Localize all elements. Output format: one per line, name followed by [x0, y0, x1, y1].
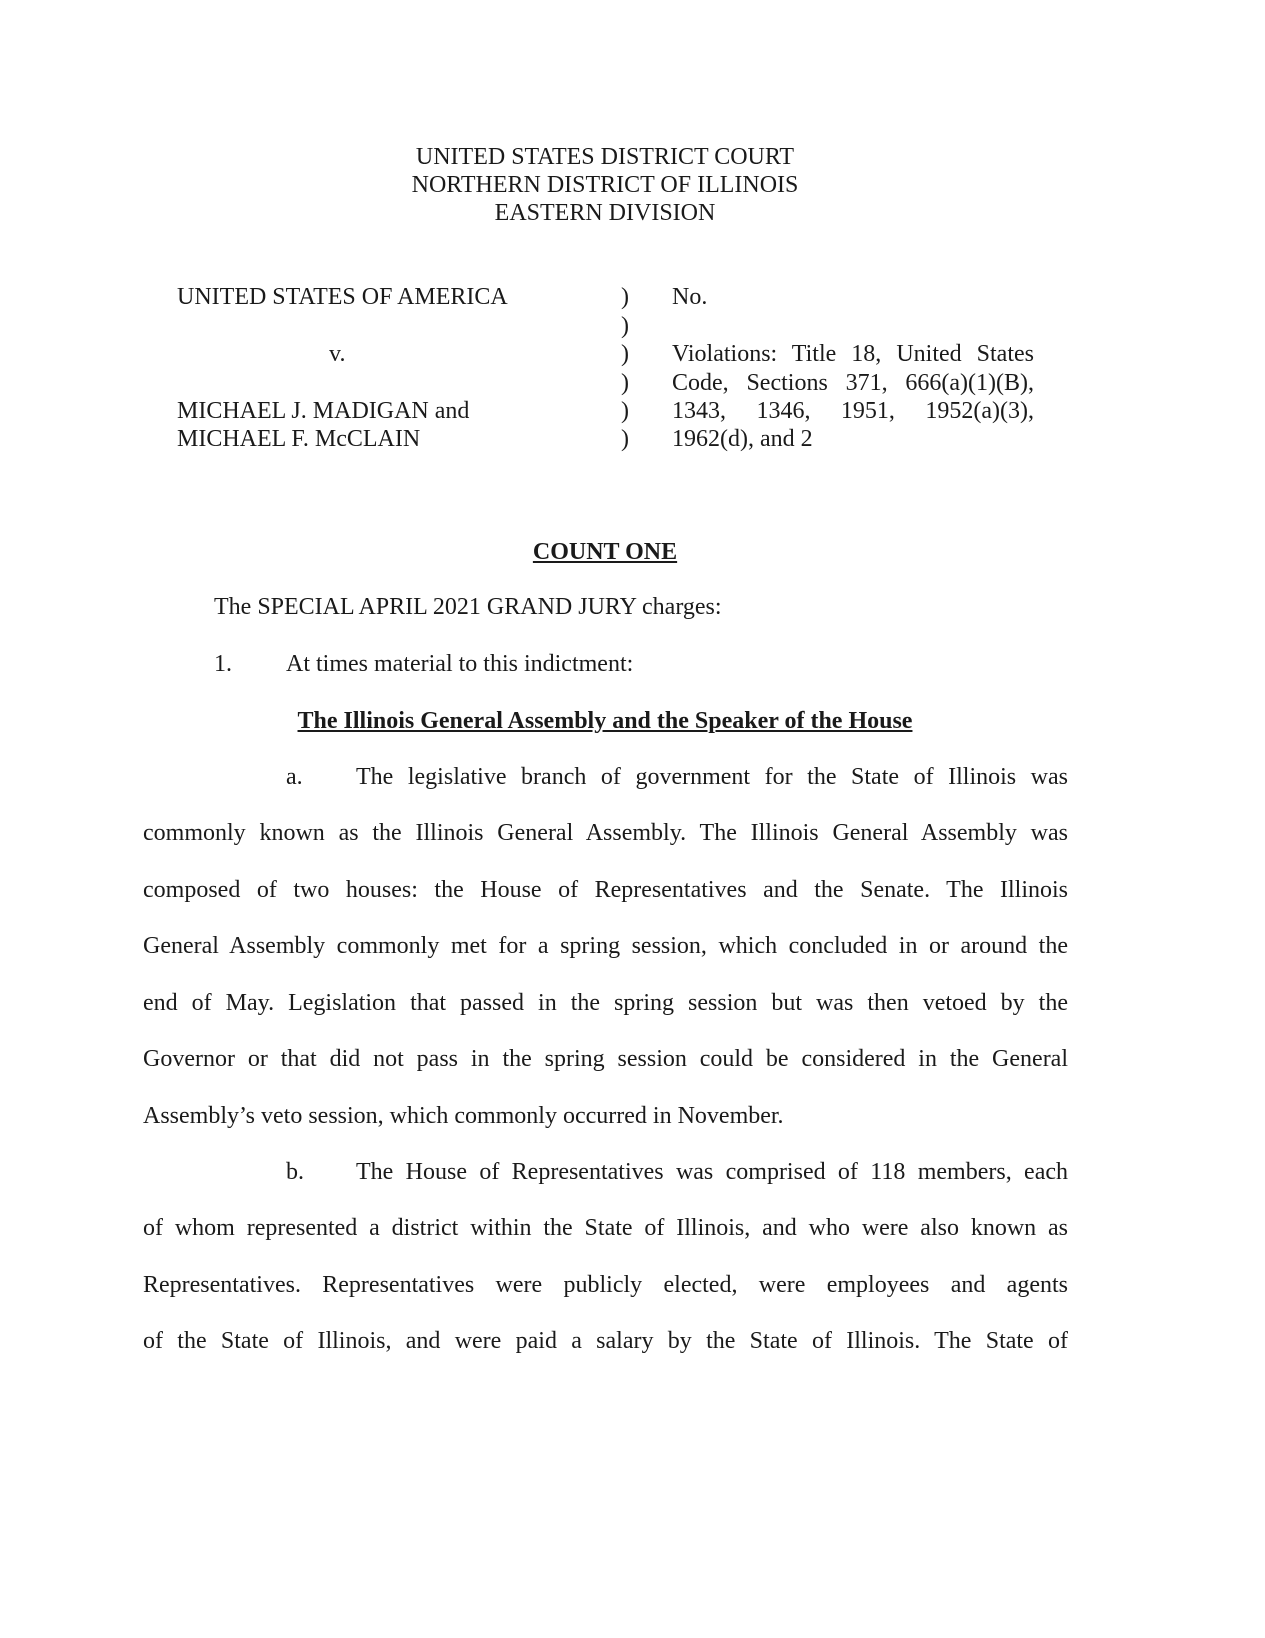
violations-line: 1343, 1346, 1951, 1952(a)(3), [672, 398, 1034, 424]
caption-paren: ) [621, 398, 629, 424]
paragraph-label: b. [286, 1159, 304, 1185]
violations-line: Code, Sections 371, 666(a)(1)(B), [672, 370, 1034, 396]
paragraph-line: General Assembly commonly met for a spring session, which concluded in or around the [143, 933, 1068, 959]
court-district: NORTHERN DISTRICT OF ILLINOIS [411, 172, 799, 198]
caption-paren: ) [621, 341, 629, 367]
court-name: UNITED STATES DISTRICT COURT [415, 144, 795, 170]
paragraph-line: composed of two houses: the House of Representatives and the Senate. The Illinois [143, 877, 1068, 903]
paragraph-line: Representatives. Representatives were publicly elected, were employees and agents [143, 1272, 1068, 1298]
versus: v. [329, 341, 346, 367]
paragraph-line: The House of Representatives was comprised of 118 members, each [356, 1159, 1068, 1185]
defendant-2: MICHAEL F. McCLAIN [177, 426, 421, 452]
paragraph-line: of whom represented a district within the State of Illinois, and who were also known as [143, 1215, 1068, 1241]
paragraph-line: end of May. Legislation that passed in the spring session but was then vetoed by the [143, 990, 1068, 1016]
item-text: At times material to this indictment: [286, 651, 634, 677]
plaintiff: UNITED STATES OF AMERICA [177, 284, 508, 310]
count-title: COUNT ONE [532, 539, 678, 565]
paragraph-line: Assembly’s veto session, which commonly occurred in November. [143, 1103, 784, 1129]
paragraph-label: a. [286, 764, 303, 790]
paragraph-line: Governor or that did not pass in the spring session could be considered in the General [143, 1046, 1068, 1072]
defendant-1: MICHAEL J. MADIGAN and [177, 398, 470, 424]
case-number: No. [672, 284, 708, 310]
grand-jury-charges: The SPECIAL APRIL 2021 GRAND JURY charges: [214, 594, 722, 620]
caption-paren: ) [621, 426, 629, 452]
paragraph-line: The legislative branch of government for the State of Illinois was [356, 764, 1068, 790]
caption-paren: ) [621, 284, 629, 310]
paragraph-line: commonly known as the Illinois General Assembly. The Illinois General Assembly was [143, 820, 1068, 846]
violations-line: 1962(d), and 2 [672, 426, 813, 452]
section-heading: The Illinois General Assembly and the Speaker of the House [297, 708, 913, 734]
court-division: EASTERN DIVISION [494, 200, 716, 226]
item-number: 1. [214, 651, 232, 677]
caption-paren: ) [621, 370, 629, 396]
violations-line: Violations: Title 18, United States [672, 341, 1034, 367]
caption-paren: ) [621, 313, 629, 339]
paragraph-line: of the State of Illinois, and were paid a salary by the State of Illinois. The State of [143, 1328, 1068, 1354]
